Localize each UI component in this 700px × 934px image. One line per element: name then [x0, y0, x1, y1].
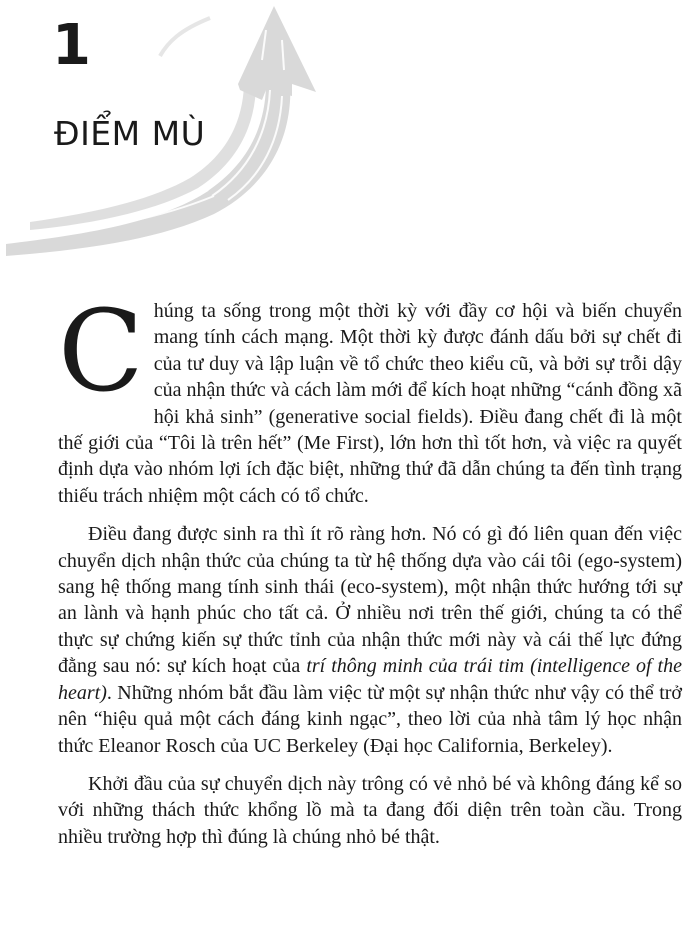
paragraph-1-text: húng ta sống trong một thời kỳ với đầy cơ hội và biến chuyển mang tính cách mạng. Một thời kỳ được đánh dấu bởi sự chết đi của tư duy và lập luận về tổ chức theo kiểu cũ, và bởi sự trỗi dậy của nhận thức và cách làm mới để kích hoạt những “cánh đồng xã hội khả sinh” (generative social fields). Điều đang chết đi là một thế giới của “Tôi là trên hết” (Me First), lớn hơn thì tốt hơn, và việc ra quyết định dựa vào nhóm lợi ích đặc biệt, những thứ đã dẫn chúng ta đến tình trạng thiếu trách nhiệm một cách có tổ chức.: [58, 300, 682, 507]
drop-cap: C: [58, 287, 144, 417]
paragraph-1: [58, 287, 682, 509]
chapter-body: [58, 287, 682, 850]
paragraph-2-text-after: . Những nhóm bắt đầu làm việc từ một sự nhận thức như vậy có thể trở nên “hiệu quả một cách đáng kinh ngạc”, theo lời của nhà tâm lý học nhận thức Eleanor Rosch của UC Berkeley (Đại học California, Berkeley).: [58, 681, 682, 757]
paragraph-3-text: Khởi đầu của sự chuyển dịch này trông có vẻ nhỏ bé và không đáng kể so với những thách thức khổng lồ mà ta đang đối diện trên toàn cầu. Trong nhiều trường hợp thì đúng là chúng nhỏ bé thật.: [58, 772, 682, 848]
chapter-title: ĐIỂM MÙ: [54, 114, 206, 153]
paragraph-3: [58, 771, 682, 850]
paragraph-2-text-before: Điều đang được sinh ra thì ít rõ ràng hơn. Nó có gì đó liên quan đến việc chuyển dịch nhận thức của chúng ta từ hệ thống dựa vào cái tôi (ego-system) sang hệ thống mang tính sinh thái (eco-system), một nhận thức hướng tới sự an lành và hạnh phúc cho tất cả. Ở nhiều nơi trên thế giới, chúng ta có thể thực sự chứng kiến sự thức tỉnh của nhận thức mới này và cái thế lực đứng đằng sau nó: sự kích hoạt của: [58, 523, 682, 678]
chapter-number: 1: [52, 13, 91, 78]
paragraph-2: [58, 521, 682, 759]
paragraph-2-emphasis: trí thông minh của trái tim (intelligence of the heart): [58, 655, 682, 704]
